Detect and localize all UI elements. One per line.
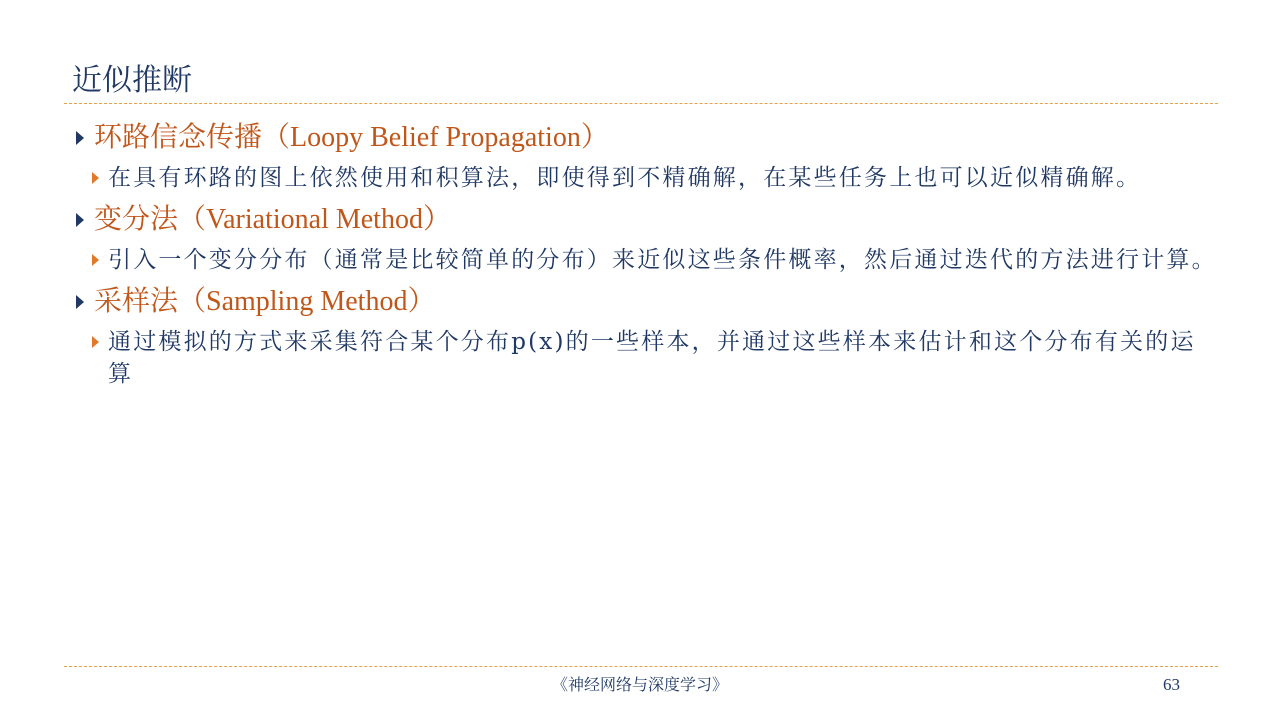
- footer-divider: [64, 666, 1218, 667]
- bullet-heading: 环路信念传播（Loopy Belief Propagation）: [94, 122, 609, 153]
- sub-bullet-text: 在具有环路的图上依然使用和积算法，即使得到不精确解，在某些任务上也可以近似精确解。: [108, 165, 1142, 191]
- slide-content: [74, 118, 1217, 396]
- sub-bullet-text: 通过模拟的方式来采集符合某个分布p(x)的一些样本，并通过这些样本来估计和这个分布有关的运算: [108, 329, 1196, 387]
- triangle-bullet-icon: [76, 131, 84, 145]
- title-divider: [64, 103, 1218, 104]
- sub-bullet-variational-method: [90, 244, 1218, 276]
- bullet-heading: 变分法（Variational Method）: [94, 204, 451, 235]
- triangle-sub-bullet-icon: [92, 254, 99, 266]
- bullet-sampling-method: [74, 282, 1214, 322]
- slide-title: 近似推断: [72, 63, 192, 98]
- bullet-variational-method: [74, 200, 1214, 240]
- sub-bullet-text: 引入一个变分分布（通常是比较简单的分布）来近似这些条件概率，然后通过迭代的方法进行计算。: [108, 247, 1217, 273]
- footer-book-title: 《神经网络与深度学习》: [551, 675, 728, 694]
- triangle-bullet-icon: [76, 295, 84, 309]
- sub-bullet-sampling-method: [90, 326, 1218, 390]
- page-number: 63: [1163, 675, 1180, 694]
- bullet-heading: 采样法（Sampling Method）: [94, 286, 436, 317]
- sub-bullet-loopy-belief-propagation: [90, 162, 1218, 194]
- bullet-loopy-belief-propagation: [74, 118, 1214, 158]
- triangle-sub-bullet-icon: [92, 172, 99, 184]
- triangle-bullet-icon: [76, 213, 84, 227]
- triangle-sub-bullet-icon: [92, 336, 99, 348]
